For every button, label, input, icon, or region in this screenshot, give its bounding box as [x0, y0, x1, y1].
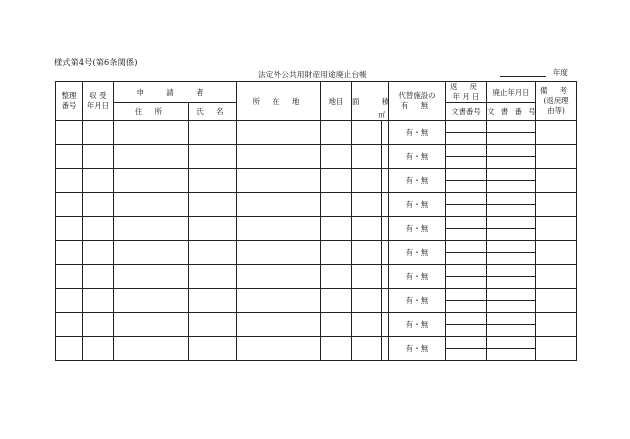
name-cell[interactable] — [189, 169, 237, 193]
abolition-doc-number-cell[interactable] — [487, 301, 536, 313]
land-category-cell[interactable] — [321, 217, 352, 241]
ledger-title: 法定外公共用財産用途廃止台帳 — [257, 70, 368, 79]
header-land-category: 地目 — [321, 82, 352, 121]
name-cell[interactable] — [189, 265, 237, 289]
table-row — [56, 241, 577, 253]
area-cell-decimal[interactable] — [382, 193, 389, 217]
abolition-doc-number-cell[interactable] — [487, 277, 536, 289]
return-doc-number-cell[interactable] — [446, 253, 487, 265]
land-category-cell[interactable] — [321, 169, 352, 193]
seiri-bangou-cell[interactable] — [56, 289, 83, 313]
remarks-cell[interactable] — [536, 217, 577, 241]
abolition-doc-number-cell[interactable] — [487, 229, 536, 241]
header-alt-facility: 代替施設の 有 無 — [389, 82, 446, 121]
address-cell[interactable] — [114, 241, 189, 265]
header-abolition-date: 廃止年月日 — [487, 82, 536, 103]
address-cell[interactable] — [114, 193, 189, 217]
return-doc-number-cell[interactable] — [446, 157, 487, 169]
table-row — [56, 121, 577, 133]
address-cell[interactable] — [114, 217, 189, 241]
address-cell[interactable] — [114, 313, 189, 337]
header-return-date: 返 戻 年 月 日 — [446, 82, 487, 103]
name-cell[interactable] — [189, 313, 237, 337]
shuju-date-cell[interactable] — [83, 217, 114, 241]
address-cell[interactable] — [114, 169, 189, 193]
remarks-cell[interactable] — [536, 289, 577, 313]
location-cell[interactable] — [237, 313, 321, 337]
area-cell-integer[interactable] — [352, 241, 382, 265]
abolition-date-cell[interactable] — [487, 169, 536, 181]
land-category-cell[interactable] — [321, 313, 352, 337]
area-cell-integer[interactable] — [352, 313, 382, 337]
shuju-date-cell[interactable] — [83, 337, 114, 361]
seiri-bangou-cell[interactable] — [56, 145, 83, 169]
return-doc-number-cell[interactable] — [446, 277, 487, 289]
area-cell-integer[interactable] — [352, 193, 382, 217]
return-date-cell[interactable] — [446, 265, 487, 277]
return-doc-number-cell[interactable] — [446, 133, 487, 145]
area-cell-decimal[interactable] — [382, 241, 389, 265]
table-row — [56, 193, 577, 205]
remarks-cell[interactable] — [536, 313, 577, 337]
abolition-doc-number-cell[interactable] — [487, 133, 536, 145]
shuju-date-cell[interactable] — [83, 289, 114, 313]
location-cell[interactable] — [237, 265, 321, 289]
form-number-label: 様式第4号(第6条関係) — [54, 57, 138, 67]
remarks-cell[interactable] — [536, 241, 577, 265]
header-area: 面 積 ㎡ — [352, 82, 389, 121]
seiri-bangou-cell[interactable] — [56, 217, 83, 241]
seiri-bangou-cell[interactable] — [56, 193, 83, 217]
shuju-date-cell[interactable] — [83, 265, 114, 289]
abolition-date-cell[interactable] — [487, 337, 536, 349]
area-cell-integer[interactable] — [352, 337, 382, 361]
alt-facility-yes-no[interactable]: 有・無 — [405, 344, 429, 353]
return-doc-number-cell[interactable] — [446, 349, 487, 361]
alt-facility-yes-no[interactable]: 有・無 — [405, 200, 429, 209]
remarks-cell[interactable] — [536, 337, 577, 361]
header-name: 氏 名 — [189, 103, 237, 121]
return-date-cell[interactable] — [446, 217, 487, 229]
alt-facility-cell[interactable] — [389, 193, 446, 217]
shuju-date-cell[interactable] — [83, 121, 114, 145]
land-category-cell[interactable] — [321, 241, 352, 265]
abolition-doc-number-cell[interactable] — [487, 325, 536, 337]
table-row — [56, 217, 577, 229]
alt-facility-cell[interactable] — [389, 217, 446, 241]
land-category-cell[interactable] — [321, 265, 352, 289]
address-cell[interactable] — [114, 145, 189, 169]
area-cell-decimal[interactable] — [382, 265, 389, 289]
table-row — [56, 145, 577, 157]
seiri-bangou-cell[interactable] — [56, 337, 83, 361]
abolition-date-cell[interactable] — [487, 313, 536, 325]
seiri-bangou-cell[interactable] — [56, 241, 83, 265]
ledger-body — [56, 121, 577, 361]
remarks-cell[interactable] — [536, 121, 577, 145]
header-applicant: 申 請 者 — [114, 82, 237, 103]
alt-facility-yes-no[interactable]: 有・無 — [405, 296, 429, 305]
alt-facility-cell[interactable] — [389, 169, 446, 193]
abolition-date-cell[interactable] — [487, 289, 536, 301]
abolition-date-cell[interactable] — [487, 241, 536, 253]
area-cell-decimal[interactable] — [382, 217, 389, 241]
area-cell-integer[interactable] — [352, 121, 382, 145]
return-doc-number-cell[interactable] — [446, 229, 487, 241]
header-shuju-date: 収 受 年月日 — [83, 82, 114, 121]
land-category-cell[interactable] — [321, 193, 352, 217]
abolition-date-cell[interactable] — [487, 145, 536, 157]
location-cell[interactable] — [237, 145, 321, 169]
shuju-date-cell[interactable] — [83, 145, 114, 169]
return-date-cell[interactable] — [446, 289, 487, 301]
table-row — [56, 337, 577, 349]
alt-facility-cell[interactable] — [389, 313, 446, 337]
remarks-cell[interactable] — [536, 193, 577, 217]
header-seiri-bangou: 整理 番号 — [56, 82, 83, 121]
location-cell[interactable] — [237, 217, 321, 241]
alt-facility-cell[interactable] — [389, 265, 446, 289]
area-cell-decimal[interactable] — [382, 169, 389, 193]
return-date-cell[interactable] — [446, 241, 487, 253]
address-cell[interactable] — [114, 337, 189, 361]
abolition-ledger-table — [55, 81, 577, 361]
table-row — [56, 169, 577, 181]
return-doc-number-cell[interactable] — [446, 181, 487, 193]
name-cell[interactable] — [189, 145, 237, 169]
return-date-cell[interactable] — [446, 337, 487, 349]
alt-facility-cell[interactable] — [389, 121, 446, 145]
alt-facility-yes-no[interactable]: 有・無 — [405, 176, 429, 185]
alt-facility-cell[interactable] — [389, 289, 446, 313]
seiri-bangou-cell[interactable] — [56, 313, 83, 337]
seiri-bangou-cell[interactable] — [56, 121, 83, 145]
fiscal-year-blank-line[interactable] — [500, 76, 546, 77]
alt-facility-yes-no[interactable]: 有・無 — [405, 224, 429, 233]
table-row — [56, 313, 577, 325]
location-cell[interactable] — [237, 193, 321, 217]
remarks-cell[interactable] — [536, 265, 577, 289]
return-date-cell[interactable] — [446, 169, 487, 181]
location-cell[interactable] — [237, 241, 321, 265]
location-cell[interactable] — [237, 121, 321, 145]
abolition-date-cell[interactable] — [487, 217, 536, 229]
alt-facility-cell[interactable] — [389, 337, 446, 361]
land-category-cell[interactable] — [321, 289, 352, 313]
shuju-date-cell[interactable] — [83, 313, 114, 337]
name-cell[interactable] — [189, 193, 237, 217]
seiri-bangou-cell[interactable] — [56, 169, 83, 193]
remarks-cell[interactable] — [536, 169, 577, 193]
land-category-cell[interactable] — [321, 121, 352, 145]
area-cell-decimal[interactable] — [382, 145, 389, 169]
area-cell-decimal[interactable] — [382, 313, 389, 337]
land-category-cell[interactable] — [321, 145, 352, 169]
header-remarks: 備 考 (返戻理 由等) — [536, 82, 577, 121]
location-cell[interactable] — [237, 337, 321, 361]
header-abolition-doc-number: 文 書 番 号 — [487, 103, 536, 121]
name-cell[interactable] — [189, 217, 237, 241]
alt-facility-cell[interactable] — [389, 145, 446, 169]
area-cell-decimal[interactable] — [382, 337, 389, 361]
name-cell[interactable] — [189, 241, 237, 265]
return-doc-number-cell[interactable] — [446, 301, 487, 313]
location-cell[interactable] — [237, 289, 321, 313]
fiscal-year-field[interactable] — [500, 67, 568, 79]
area-cell-integer[interactable] — [352, 265, 382, 289]
header-row-top — [56, 82, 577, 103]
table-row — [56, 289, 577, 301]
name-cell[interactable] — [189, 337, 237, 361]
shuju-date-cell[interactable] — [83, 193, 114, 217]
alt-facility-cell[interactable] — [389, 241, 446, 265]
address-cell[interactable] — [114, 289, 189, 313]
alt-facility-yes-no[interactable]: 有・無 — [405, 272, 429, 281]
return-doc-number-cell[interactable] — [446, 205, 487, 217]
shuju-date-cell[interactable] — [83, 169, 114, 193]
area-cell-integer[interactable] — [352, 145, 382, 169]
abolition-doc-number-cell[interactable] — [487, 349, 536, 361]
alt-facility-yes-no[interactable]: 有・無 — [405, 152, 429, 161]
name-cell[interactable] — [189, 289, 237, 313]
area-cell-integer[interactable] — [352, 289, 382, 313]
land-category-cell[interactable] — [321, 337, 352, 361]
seiri-bangou-cell[interactable] — [56, 265, 83, 289]
abolition-date-cell[interactable] — [487, 265, 536, 277]
area-cell-integer[interactable] — [352, 217, 382, 241]
area-unit-label: ㎡ — [378, 110, 386, 119]
header-location: 所 在 地 — [237, 82, 321, 121]
abolition-date-cell[interactable] — [487, 121, 536, 133]
abolition-doc-number-cell[interactable] — [487, 157, 536, 169]
header-return-doc-number: 文書番号 — [446, 103, 487, 121]
shuju-date-cell[interactable] — [83, 241, 114, 265]
area-cell-decimal[interactable] — [382, 121, 389, 145]
remarks-cell[interactable] — [536, 145, 577, 169]
area-cell-decimal[interactable] — [382, 289, 389, 313]
return-date-cell[interactable] — [446, 313, 487, 325]
abolition-doc-number-cell[interactable] — [487, 181, 536, 193]
location-cell[interactable] — [237, 169, 321, 193]
address-cell[interactable] — [114, 265, 189, 289]
address-cell[interactable] — [114, 121, 189, 145]
return-doc-number-cell[interactable] — [446, 325, 487, 337]
name-cell[interactable] — [189, 121, 237, 145]
return-date-cell[interactable] — [446, 145, 487, 157]
abolition-date-cell[interactable] — [487, 193, 536, 205]
abolition-doc-number-cell[interactable] — [487, 205, 536, 217]
return-date-cell[interactable] — [446, 193, 487, 205]
return-date-cell[interactable] — [446, 121, 487, 133]
alt-facility-yes-no[interactable]: 有・無 — [405, 128, 429, 137]
abolition-doc-number-cell[interactable] — [487, 253, 536, 265]
table-row — [56, 265, 577, 277]
alt-facility-yes-no[interactable]: 有・無 — [405, 248, 429, 257]
alt-facility-yes-no[interactable]: 有・無 — [405, 320, 429, 329]
header-address: 住 所 — [114, 103, 189, 121]
area-cell-integer[interactable] — [352, 169, 382, 193]
fiscal-year-suffix: 年度 — [552, 68, 568, 77]
